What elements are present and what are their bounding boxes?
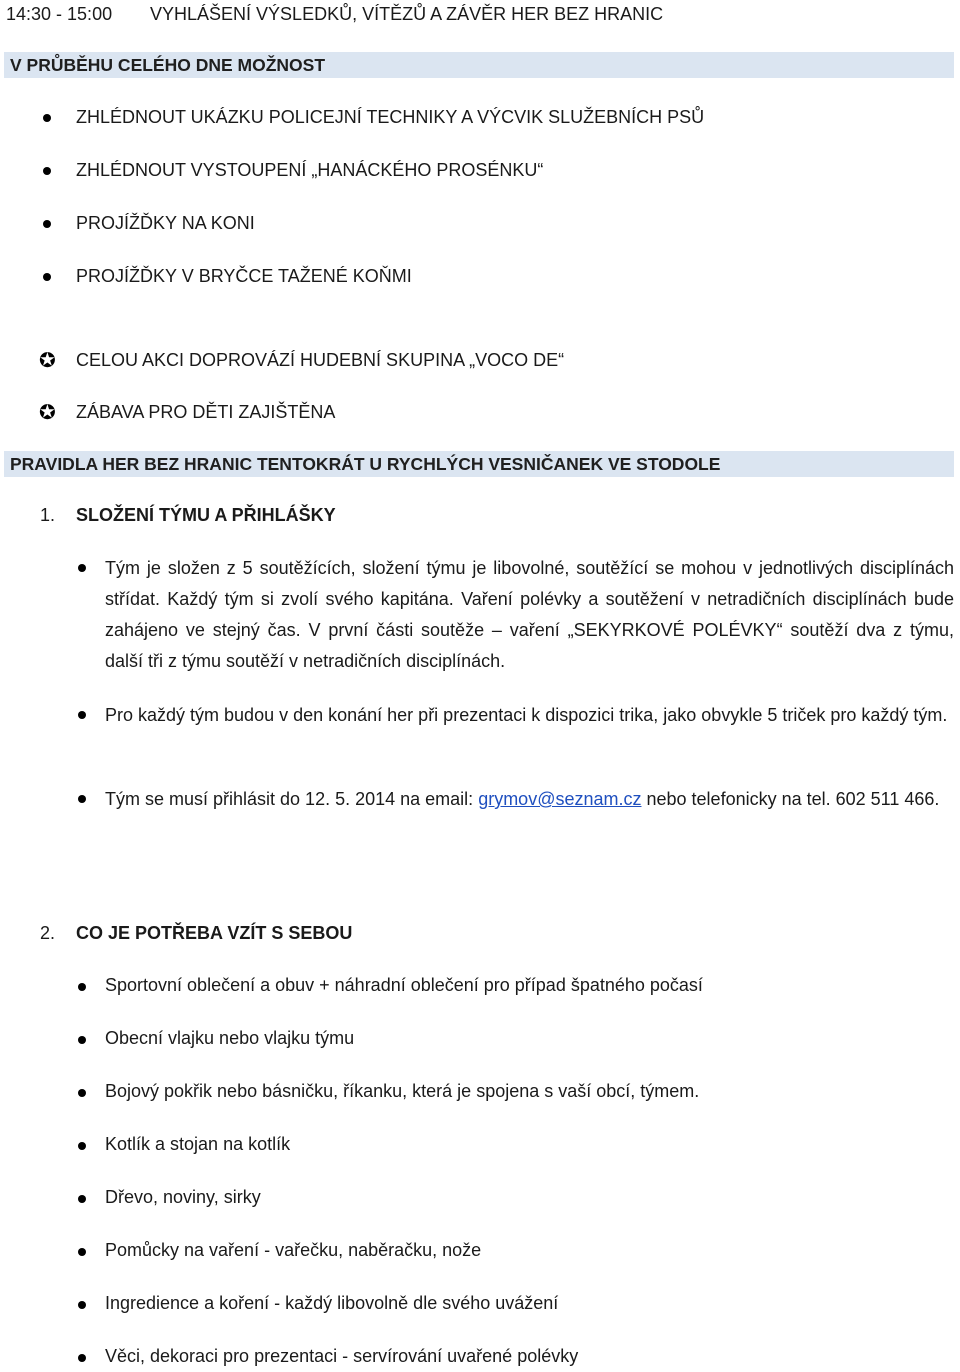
bullet-dot: [78, 1195, 86, 1203]
star-icon: ✪: [39, 400, 56, 424]
list-item: ZHLÉDNOUT VYSTOUPENÍ „HANÁCKÉHO PROSÉNKU“: [76, 160, 544, 180]
bullet-dot: [78, 711, 86, 719]
list-item: Sportovní oblečení a obuv + náhradní oblečení pro případ špatného počasí: [105, 975, 703, 995]
email-link[interactable]: grymov@seznam.cz: [478, 789, 642, 809]
paragraph-team-composition: Tým je složen z 5 soutěžících, složení týmu je libovolné, soutěžící se mohou v jednotlivých disciplínách střídat. Každý tým si zvolí svého kapitána. Vaření polévky a soutěžení v netradičních disciplínách bude zahájeno ve stejný čas. V první části soutěže – vaření „SEKYRKOVÉ POLÉVKY“ soutěží dva z týmu, další tři z týmu soutěží v netradičních disciplínách.: [105, 558, 954, 671]
list-item: Ingredience a koření - každý libovolně dle svého uvážení: [105, 1293, 559, 1313]
bullet-dot: [78, 1089, 86, 1097]
section-band-all-day: [4, 52, 954, 78]
list-item: CELOU AKCI DOPROVÁZÍ HUDEBNÍ SKUPINA „VOCO DE“: [76, 350, 565, 370]
bullet-dot: [78, 1301, 86, 1309]
schedule-time: 14:30 - 15:00: [6, 4, 113, 24]
list-item: ZÁBAVA PRO DĚTI ZAJIŠTĚNA: [76, 402, 336, 422]
list-item: Věci, dekoraci pro prezentaci - servírování uvařené polévky: [105, 1346, 579, 1366]
registration-phone-text: nebo telefonicky na tel. 602 511 466.: [641, 789, 940, 809]
list-item: PROJÍŽĎKY V BRYČCE TAŽENÉ KOŇMI: [76, 266, 412, 286]
section-number: 2.: [40, 923, 56, 943]
bullet-dot: [78, 1248, 86, 1256]
band-title: V PRŮBĚHU CELÉHO DNE MOŽNOST: [10, 55, 326, 75]
section-number: 1.: [40, 505, 56, 525]
bullet-dot: [78, 564, 86, 572]
bullet-dot: [78, 795, 86, 803]
star-icon: ✪: [39, 348, 56, 372]
bullet-dot: [78, 1142, 86, 1150]
band-title: PRAVIDLA HER BEZ HRANIC TENTOKRÁT U RYCHLÝCH VESNIČANEK VE STODOLE: [10, 454, 721, 474]
bullet-dot: [43, 114, 51, 122]
bullet-dot: [43, 273, 51, 281]
bullet-dot: [43, 220, 51, 228]
bullet-dot: [78, 983, 86, 991]
list-item: Bojový pokřik nebo básničku, říkanku, která je spojena s vaší obcí, týmem.: [105, 1081, 700, 1101]
section-title: CO JE POTŘEBA VZÍT S SEBOU: [76, 923, 353, 943]
schedule-text: VYHLÁŠENÍ VÝSLEDKŮ, VÍTĚZŮ A ZÁVĚR HER BEZ HRANIC: [150, 4, 664, 24]
list-item: Pomůcky na vaření - vařečku, naběračku, nože: [105, 1240, 482, 1260]
list-item: Kotlík a stojan na kotlík: [105, 1134, 291, 1154]
list-item: PROJÍŽĎKY NA KONI: [76, 213, 255, 233]
bullet-dot: [78, 1036, 86, 1044]
list-item: Obecní vlajku nebo vlajku týmu: [105, 1028, 355, 1048]
paragraph-registration: [105, 784, 954, 815]
registration-text: Tým se musí přihlásit do 12. 5. 2014 na email:: [105, 789, 479, 809]
paragraph-tshirts: Pro každý tým budou v den konání her při prezentaci k dispozici trika, jako obvykle 5 triček pro každý tým.: [105, 705, 948, 725]
bullet-dot: [43, 167, 51, 175]
bullet-dot: [78, 1354, 86, 1362]
list-item: Dřevo, noviny, sirky: [105, 1187, 261, 1207]
list-item: ZHLÉDNOUT UKÁZKU POLICEJNÍ TECHNIKY A VÝCVIK SLUŽEBNÍCH PSŮ: [76, 107, 705, 127]
section-title: SLOŽENÍ TÝMU A PŘIHLÁŠKY: [76, 505, 336, 525]
section-band-rules: [4, 451, 954, 477]
